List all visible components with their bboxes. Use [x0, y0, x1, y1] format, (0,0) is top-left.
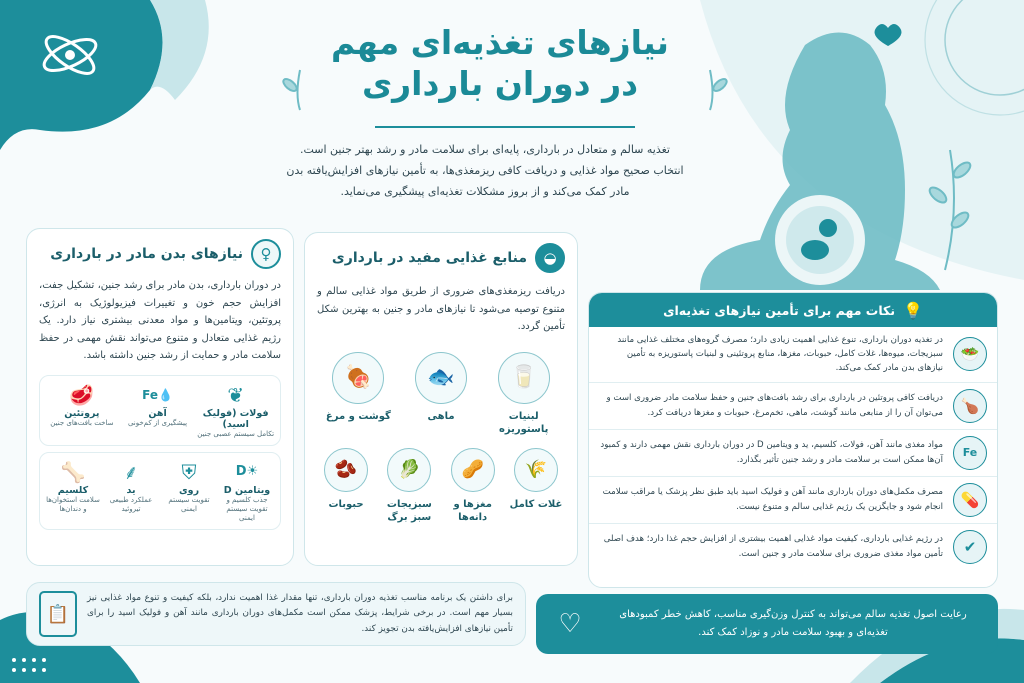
- food-dairy: [489, 352, 559, 436]
- intro-line: مادر کمک می‌کند و از بروز مشکلات تغذیه‌ای پیشگیری می‌نماید.: [340, 184, 630, 198]
- food-sources-card: [304, 232, 578, 566]
- page-title: [300, 22, 700, 105]
- tip-item: [589, 430, 997, 477]
- food-sources-text: دریافت ریزمغذی‌های ضروری از طریق مواد غذایی سالم و متنوع توصیه می‌شود تا نیازهای مادر و جنین به بهترین شکل تأمین گردد.: [317, 286, 565, 332]
- title-line-1: نیازهای تغذیه‌ای مهم: [331, 23, 669, 62]
- food-legumes: [317, 448, 375, 524]
- tips-card: [588, 292, 998, 588]
- nutrient-desc: جذب کلسیم و تقویت سیستم ایمنی: [226, 495, 268, 522]
- tip-item: [589, 383, 997, 430]
- nutrient-name: روی: [178, 484, 200, 496]
- fe-drop-icon: 💧Fe: [142, 387, 173, 402]
- nutrient-name: پروتئین: [64, 407, 100, 419]
- tips-header: [589, 293, 997, 327]
- nutrient-iodine: [102, 459, 160, 523]
- tip-item: [589, 327, 997, 383]
- bottom-banner-text: رعایت اصول تغذیه سالم می‌تواند به کنترل وزن‌گیری مناسب، کاهش خطر کمبودهای تغذیه‌ای و بهبود سلامت مادر و نوزاد کمک کند.: [619, 609, 967, 638]
- heart-hand-icon: ♡: [558, 609, 582, 639]
- nutrient-calcium: [44, 459, 102, 523]
- nutrient-name: آهن: [148, 407, 167, 419]
- tip-text: مصرف مکمل‌های دوران بارداری مانند آهن و فولیک اسید باید طبق نظر پزشک یا مراقب سلامت انجام شود و جایگزین یک رژیم غذایی سالم و متنوع نیست.: [602, 487, 943, 512]
- body-needs-heading: نیازهای بدن مادر در بارداری: [50, 246, 243, 262]
- intro-text: [250, 140, 720, 203]
- beans-icon: 🫘: [324, 448, 368, 492]
- food-fish: [406, 352, 476, 436]
- wheat-icon: 🌾: [514, 448, 558, 492]
- nutrient-desc: تقویت سیستم ایمنی: [168, 495, 210, 513]
- greens-icon: 🥬: [387, 448, 431, 492]
- tip-text: مواد مغذی مانند آهن، فولات، کلسیم، ید و ویتامین D در دوران بارداری نقش مهمی دارند و کمبود آن‌ها ممکن است بر سلامت مادر و رشد جنین تأثیر بگذارد.: [600, 440, 943, 465]
- nutrients-row-1: [39, 375, 281, 446]
- nutrient-name: کلسیم: [57, 484, 89, 496]
- shield-check-icon: ✔: [953, 530, 987, 564]
- sun-d-icon: ☀D: [235, 463, 259, 479]
- food-label: مغزها و دانه‌ها: [453, 498, 492, 523]
- bottom-note-text: برای داشتن یک برنامه مناسب تغذیه دوران بارداری، تنها مقدار غذا اهمیت ندارد، بلکه کیفیت و تنوع مواد غذایی نیز بسیار مهم است. در برخی شرایط، پزشک ممکن است مکمل‌های دوران بارداری مانند آهن و فولیک اسید را برای تأمین نیازهای افزایش‌یافته بدن تجویز کند.: [87, 592, 513, 634]
- food-label: سبزیجات سبز برگ: [386, 498, 432, 523]
- food-label: غلات کامل: [509, 498, 563, 510]
- bone-icon: 🦴: [60, 459, 86, 484]
- body-needs-text: در دوران بارداری، بدن مادر برای رشد جنین، تشکیل جفت، افزایش حجم خون و تغییرات فیزیولوژیک به انرژی، پروتئین، ویتامین‌ها و مواد معدنی بیشتری نیاز دارد. یک رژیم غذایی متعادل و متنوع می‌تواند نقش مهمی در حفظ سلامت مادر و حمایت از رشد جنین داشته باشد.: [39, 280, 281, 361]
- food-sources-heading: منابع غذایی مفید در بارداری: [331, 250, 527, 266]
- food-meat: [323, 352, 393, 436]
- pregnant-woman-icon: ♀: [251, 239, 281, 269]
- nutrient-name: ید: [126, 484, 136, 496]
- salad-bowl-icon: 🥗: [953, 337, 987, 371]
- bowl-icon: ◒: [535, 243, 565, 273]
- title-divider: [375, 126, 635, 128]
- food-nuts: [444, 448, 502, 524]
- clipboard-icon: 📋: [39, 591, 77, 637]
- meat-icon: 🍗: [953, 389, 987, 423]
- body-needs-card: [26, 228, 294, 566]
- steak-icon: 🍖: [332, 352, 384, 404]
- nutrient-folate: [196, 382, 276, 439]
- tip-item: [589, 524, 997, 570]
- nutrient-desc: عملکرد طبیعی تیروئید: [109, 495, 153, 513]
- tip-text: دریافت کافی پروتئین در بارداری برای رشد بافت‌های جنین و حفظ سلامت مادر ضروری است و می‌توان آن را از منابعی مانند گوشت، ماهی، تخم‌مرغ، حبوبات و مغزها دریافت کرد.: [606, 393, 943, 418]
- fish-icon: 🐟: [415, 352, 467, 404]
- foods-row-1: [317, 352, 565, 436]
- intro-line: انتخاب صحیح مواد غذایی و دریافت کافی ریزمغذی‌ها، به تأمین نیازهای افزایش‌یافته بدن: [286, 163, 684, 177]
- nutrients-row-2: [39, 452, 281, 530]
- nuts-icon: 🥜: [451, 448, 495, 492]
- nutrient-zinc: [160, 459, 218, 523]
- lightbulb-icon: 💡: [903, 300, 923, 320]
- food-label: ماهی: [427, 410, 455, 422]
- bottom-note: [26, 582, 526, 646]
- meat-icon: 🥩: [69, 382, 95, 407]
- atom-logo-icon: [35, 25, 105, 85]
- food-whole-grains: [507, 448, 565, 524]
- nutrient-iron: [120, 382, 195, 439]
- tip-text: در رژیم غذایی بارداری، کیفیت مواد غذایی اهمیت بیشتری از افزایش حجم غذا دارد؛ هدف اصلی تأمین مواد مغذی ضروری برای سلامت مادر و جنین است.: [603, 534, 943, 559]
- food-label: لبنیات پاستوریزه: [499, 410, 549, 435]
- tips-heading: نکات مهم برای تأمین نیازهای تغذیه‌ای: [663, 302, 896, 318]
- milk-icon: 🥛: [498, 352, 550, 404]
- food-leafy-greens: [380, 448, 438, 524]
- nutrient-desc: تکامل سیستم عصبی جنین: [197, 429, 275, 438]
- food-label: حبوبات: [328, 498, 364, 510]
- capsule-icon: 💊: [953, 483, 987, 517]
- leaf-icon: ❦: [227, 382, 245, 407]
- tip-item: [589, 477, 997, 524]
- nutrient-desc: سلامت استخوان‌ها و دندان‌ها: [46, 495, 100, 513]
- fe-drop-icon: Fe: [953, 436, 987, 470]
- nutrient-desc: پیشگیری از کم‌خونی: [127, 418, 188, 427]
- tip-text: در تغذیه دوران بارداری، تنوع غذایی اهمیت زیادی دارد؛ مصرف گروه‌های مختلف غذایی مانند سبزیجات، میوه‌ها، غلات کامل، حبوبات، مغزها، منابع پروتئینی و لبنیات پاستوریزه به تأمین نیازهای بدن مادر کمک می‌کند.: [617, 335, 943, 374]
- seaweed-icon: ⸙: [123, 459, 139, 484]
- logo: [30, 20, 110, 90]
- bottom-banner: [536, 594, 998, 654]
- nutrient-protein: [44, 382, 119, 439]
- nutrient-desc: ساخت بافت‌های جنین: [50, 418, 114, 427]
- food-sources-header: [317, 243, 565, 273]
- foods-row-2: [317, 448, 565, 524]
- title-line-2: در دوران بارداری: [361, 64, 639, 104]
- nutrient-name: ویتامین D: [223, 484, 271, 496]
- body-needs-header: [39, 239, 281, 269]
- shield-icon: ⛨: [181, 459, 197, 484]
- nutrient-name: فولات (فولیک اسید): [202, 407, 269, 430]
- nutrient-vitamin-d: [218, 459, 276, 523]
- food-label: گوشت و مرغ: [325, 410, 391, 422]
- intro-line: تغذیه سالم و متعادل در بارداری، پایه‌ای برای سلامت مادر و رشد بهتر جنین است.: [299, 143, 670, 156]
